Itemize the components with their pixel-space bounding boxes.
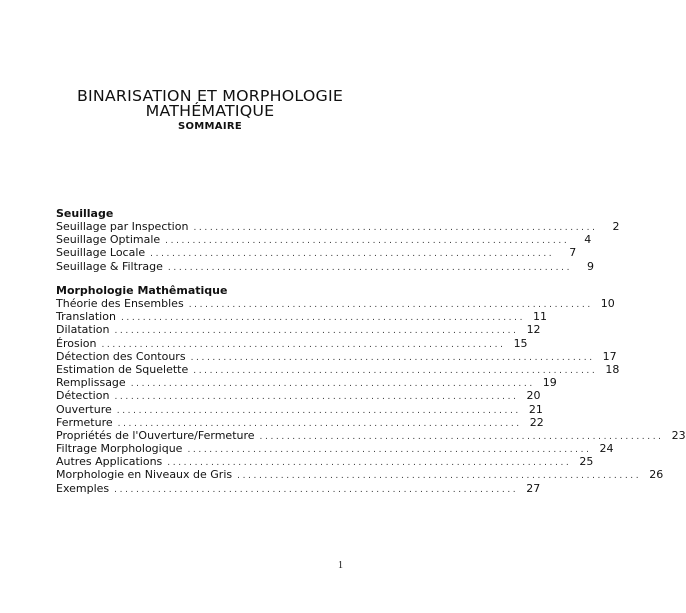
toc-entry-label: Seuillage Locale [56, 246, 146, 260]
dot-leader: .......................................................................... [150, 249, 555, 260]
toc-entry-page: 21 [528, 402, 543, 416]
dot-leader: .......................................................................... [167, 262, 573, 273]
toc-entry-label: Théorie des Ensembles [56, 297, 184, 310]
toc-entry-label: Autres Applications [56, 455, 163, 469]
dot-leader: .......................................................................... [114, 484, 519, 495]
dot-leader: .......................................................................... [259, 431, 664, 442]
toc-entry-page: 20 [526, 389, 541, 403]
toc-entry-page: 23 [671, 428, 686, 442]
toc-entry [56, 233, 592, 247]
toc-entry-page: 25 [579, 455, 594, 469]
dot-leader: .......................................................................... [116, 405, 521, 416]
dot-leader: .......................................................................... [193, 223, 598, 233]
toc-section-seuillage [56, 207, 620, 273]
dot-leader: .......................................................................... [193, 365, 598, 376]
toc-entry [56, 259, 595, 273]
dot-leader: .......................................................................... [130, 379, 535, 390]
toc-entry [56, 246, 577, 260]
toc-entry [56, 481, 541, 495]
toc-entry [56, 376, 557, 390]
toc-entry-label: Ouverture [56, 402, 112, 416]
toc-entry-label: Exemples [56, 481, 110, 495]
toc-entry-page: 15 [513, 336, 528, 350]
toc-entry-page: 11 [533, 310, 548, 324]
toc-entry-label: Dilatation [56, 323, 110, 337]
toc-entry-page: 9 [587, 259, 595, 273]
toc-entry [56, 323, 541, 337]
toc-entry-label: Détection des Contours [56, 349, 186, 363]
toc-entry-label: Seuillage par Inspection [56, 220, 189, 233]
toc-entry-page: 2 [612, 220, 620, 233]
toc-entry [56, 402, 543, 416]
document-title-line-1: BINARISATION ET MORPHOLOGIE [76, 87, 344, 105]
toc-entry [56, 428, 686, 442]
toc-entry [56, 336, 528, 350]
dot-leader: .......................................................................... [237, 471, 642, 482]
toc-entry-label: Seuillage Optimale [56, 233, 161, 247]
page-number: 1 [338, 560, 343, 571]
toc-entry-label: Fermeture [56, 415, 113, 429]
toc-entry-page: 26 [649, 468, 664, 482]
toc-entry-page: 7 [569, 246, 577, 260]
toc-entry-label: Translation [56, 310, 116, 324]
document-subtitle: SOMMAIRE [178, 121, 242, 132]
toc-entry-page: 19 [542, 376, 557, 390]
dot-leader: .......................................................................... [101, 339, 506, 350]
dot-leader: .......................................................................... [114, 392, 519, 403]
toc-entry-page: 18 [605, 362, 620, 376]
toc-entry [56, 220, 620, 233]
document-title-line-2: MATHÉMATIQUE [145, 102, 275, 120]
dot-leader: .......................................................................... [165, 236, 570, 247]
dot-leader: .......................................................................... [167, 458, 572, 469]
toc-entry [56, 455, 594, 469]
dot-leader: .......................................................................... [190, 352, 595, 363]
toc-entry-page: 10 [600, 297, 615, 310]
toc-entry-label: Morphologie en Niveaux de Gris [56, 468, 233, 482]
dot-leader: .......................................................................... [120, 313, 526, 324]
toc-entry [56, 389, 541, 403]
toc-entry [56, 442, 614, 456]
toc-entry [56, 362, 620, 376]
toc-entry [56, 297, 615, 310]
toc-entry [56, 415, 544, 429]
toc-entry-page: 4 [584, 233, 592, 247]
dot-leader: .......................................................................... [117, 418, 522, 429]
toc-entry [56, 349, 617, 363]
toc-entry-label: Érosion [56, 336, 97, 350]
toc-entry-label: Détection [56, 389, 110, 403]
toc-entry-label: Remplissage [56, 376, 126, 390]
toc-entry-page: 24 [599, 442, 614, 456]
toc-entry-label: Seuillage & Filtrage [56, 259, 163, 273]
toc-entry-page: 27 [526, 481, 541, 495]
toc-entry-page: 17 [602, 349, 617, 363]
dot-leader: .......................................................................... [187, 445, 592, 456]
toc-section-morphologie [56, 284, 686, 495]
toc-entry-label: Propriétés de l'Ouverture/Fermeture [56, 428, 255, 442]
dot-leader: .......................................................................... [114, 326, 519, 337]
section-heading: Morphologie Mathêmatique [56, 284, 228, 297]
dot-leader: .......................................................................... [188, 300, 593, 310]
document-title [0, 89, 424, 119]
toc-entry-label: Estimation de Squelette [56, 362, 189, 376]
toc-entry-label: Filtrage Morphologique [56, 442, 183, 456]
section-heading: Seuillage [56, 207, 114, 220]
toc-entry-page: 22 [529, 415, 544, 429]
toc-entry [56, 468, 664, 482]
toc-entry [56, 310, 548, 324]
toc-entry-page: 12 [526, 323, 541, 337]
